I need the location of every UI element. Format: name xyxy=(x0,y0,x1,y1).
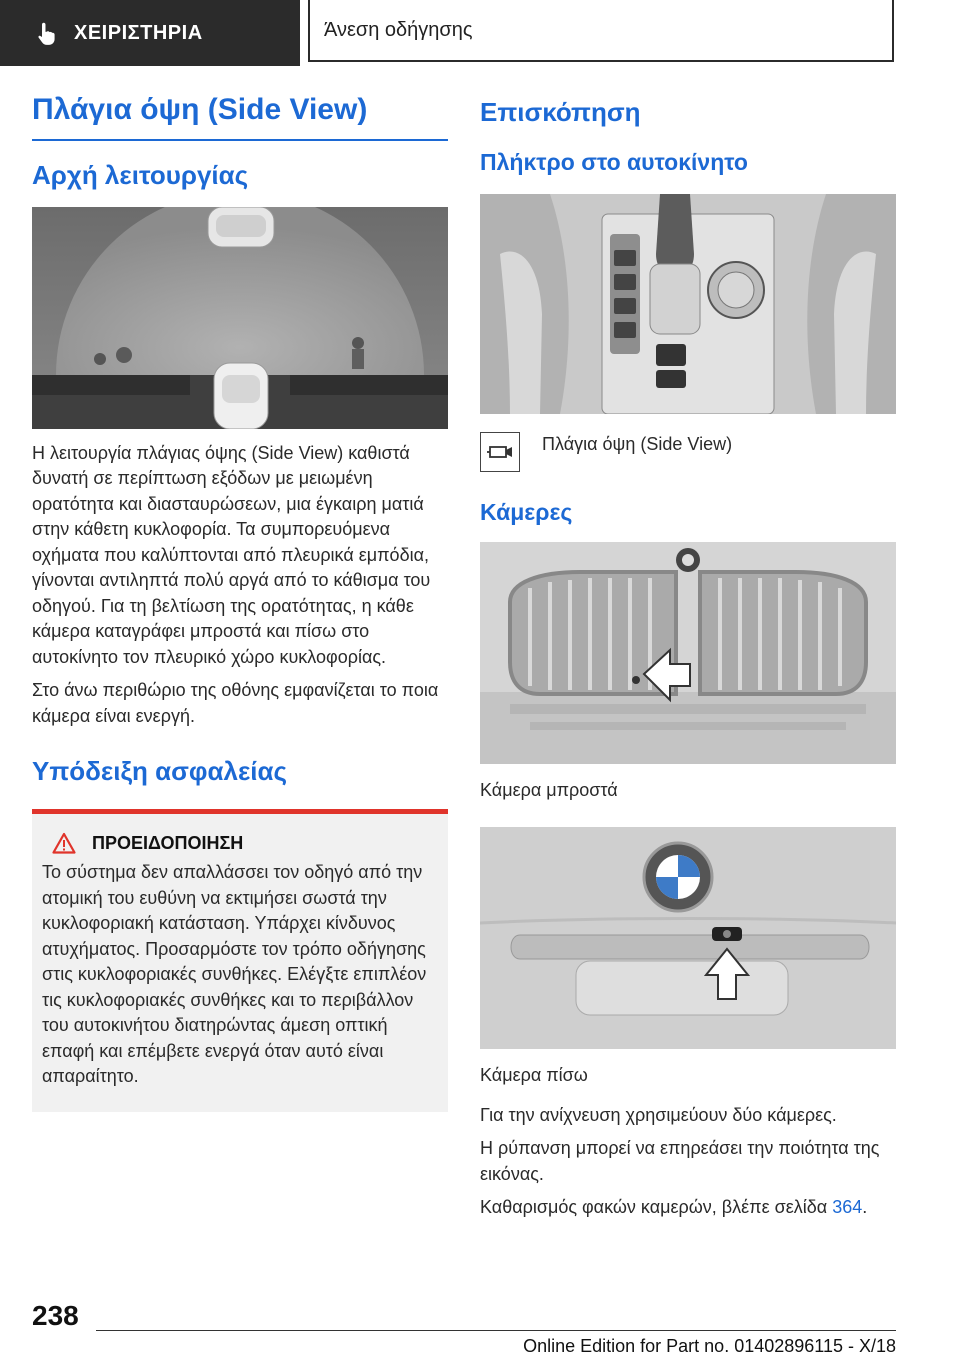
right-column xyxy=(480,90,896,1221)
center-console-diagram xyxy=(480,194,896,414)
edition-note: Online Edition for Part no. 01402896115 - X/18 xyxy=(523,1336,896,1356)
footer-divider xyxy=(96,1330,896,1331)
cameras-paragraph-1: Για την ανίχνευση χρησιμεύουν δύο κάμερες. xyxy=(480,1104,837,1125)
principle-paragraph-2: Στο άνω περιθώριο της οθόνης εμφανίζεται το ποια κάμερα είναι ενεργή. xyxy=(32,680,439,726)
overview-heading: Επισκόπηση xyxy=(480,97,641,127)
side-view-illustration xyxy=(32,207,448,429)
button-heading: Πλήκτρο στο αυτοκίνητο xyxy=(480,148,748,175)
principle-heading: Αρχή λειτουργίας xyxy=(32,160,249,190)
section-label: ΧΕΙΡΙΣΤΗΡΙΑ xyxy=(74,21,203,44)
left-column xyxy=(32,90,448,1112)
front-grille-diagram xyxy=(480,542,896,764)
rear-camera-caption: Κάμερα πίσω xyxy=(480,1065,588,1086)
center-console-illustration xyxy=(480,194,896,414)
page-title: Πλάγια όψη (Side View) xyxy=(32,90,448,141)
hand-pointer-icon xyxy=(34,20,60,46)
side-view-diagram xyxy=(32,207,448,429)
warning-title: ΠΡΟΕΙΔΟΠΟΙΗΣΗ xyxy=(92,832,244,853)
front-camera-illustration xyxy=(480,542,896,764)
cameras-heading: Κάμερες xyxy=(480,498,573,525)
chapter-label: Άνεση οδήγησης xyxy=(324,18,473,41)
side-view-button-row xyxy=(480,432,896,472)
chapter-tab xyxy=(308,0,894,62)
warning-triangle-icon xyxy=(52,832,76,854)
cleaning-text: Καθαρισμός φακών καμερών, βλέπε σελίδα xyxy=(480,1197,833,1218)
safety-heading: Υπόδειξη ασφαλείας xyxy=(32,756,288,787)
page-link[interactable]: 364 xyxy=(832,1197,863,1218)
side-view-button-caption: Πλάγια όψη (Side View) xyxy=(542,433,733,454)
side-view-button[interactable] xyxy=(480,432,520,472)
cameras-paragraph-3 xyxy=(480,1195,896,1221)
rear-camera-illustration xyxy=(480,827,896,1049)
front-camera-caption: Κάμερα μπροστά xyxy=(480,779,618,800)
side-view-camera-icon xyxy=(485,442,515,462)
page-number: 238 xyxy=(32,1300,79,1331)
cleaning-end: . xyxy=(862,1197,868,1218)
page-header xyxy=(0,0,960,66)
warning-title-row xyxy=(52,832,438,854)
cameras-paragraph-2: Η ρύπανση μπορεί να επηρεάσει την ποιότητα της εικόνας. xyxy=(480,1138,880,1184)
warning-box xyxy=(32,809,448,1112)
principle-paragraph-1: Η λειτουργία πλάγιας όψης (Side View) καθιστά δυνατή σε περίπτωση εξόδων με μειωμένη ορατότητα και διασταυρώσεων, μια έγκαιρη ματιά στην κάθετη κυκλοφορία. Τα συμπορευόμενα οχήματα που καλύπτονται από πλευρικά εμπόδια, γίνονται αντιληπτά πολύ αργά από το κάθισμα του οδηγού. Για τη βελτίωση της ορατότητας, η κάθε κάμερα καταγράφει μπροστά και πίσω στο αυτοκίνητο τον πλευρικό χώρο κυκλοφορίας. xyxy=(32,442,431,667)
section-tab xyxy=(0,0,300,66)
warning-text: Το σύστημα δεν απαλλάσσει τον οδηγό από την ατομική του ευθύνη να εκτιμήσει σωστά την κυκλοφοριακή κατάσταση. Υπάρχει κίνδυνος ατυχήματος. Προσαρμόστε τον τρόπο οδήγησης στις κυκλοφοριακές συνθήκες. Ελέγξτε επιπλέον τις κυκλοφοριακές συνθήκες και το περιβάλλον του αυτοκινήτου διατηρώντας άμεση οπτική επαφή και επέμβετε ενεργά όταν αυτό είναι απαραίτητο. xyxy=(42,862,427,1087)
rear-trunk-diagram xyxy=(480,827,896,1049)
